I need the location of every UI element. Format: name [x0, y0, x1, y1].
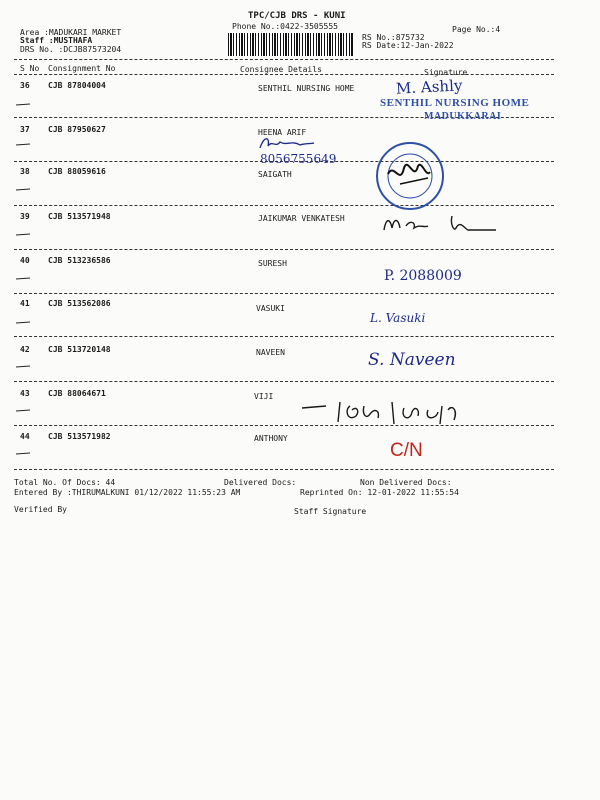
non-delivered-docs: Non Delivered Docs:	[360, 478, 452, 487]
signature-row-44: C/N	[390, 440, 423, 461]
rs-date: RS Date:12-Jan-2022	[362, 41, 454, 50]
signature-row-37-phone: 8056755649	[260, 152, 337, 166]
row-tick	[16, 366, 30, 368]
row-consignment: CJB 513720148	[48, 345, 111, 354]
row-consignment: CJB 88059616	[48, 167, 106, 176]
signature-row-37-scribble	[256, 134, 316, 154]
entered-by: Entered By :THIRUMALKUNI 01/12/2022 11:55:23 AM	[14, 488, 241, 497]
signature-row-43	[300, 396, 470, 430]
row-divider	[14, 205, 554, 206]
row-tick	[16, 189, 30, 191]
row-consignee: JAIKUMAR VENKATESH	[258, 214, 345, 223]
row-sno: 41	[20, 299, 30, 308]
col-sno: S No	[20, 64, 40, 73]
phone-number: Phone No.:0422-3505555	[232, 22, 338, 31]
row-divider	[14, 469, 554, 470]
row-tick	[16, 322, 30, 324]
row-sno: 36	[20, 81, 30, 90]
row-tick	[16, 278, 30, 280]
row-consignee: SENTHIL NURSING HOME	[258, 84, 355, 93]
drs-number: DRS No. :DCJB87573204	[20, 45, 122, 54]
reprinted-on: Reprinted On: 12-01-2022 11:55:54	[300, 488, 459, 497]
row-tick	[16, 104, 30, 106]
header-divider-bottom	[14, 74, 554, 75]
row-tick	[16, 234, 30, 236]
col-consignee: Consignee Details	[240, 65, 322, 74]
signature-row-42: S. Naveen	[368, 350, 456, 370]
row-consignee: SAIGATH	[258, 170, 292, 179]
row-divider	[14, 336, 554, 337]
staff-label: Staff :MUSTHAFA	[20, 36, 93, 45]
row-sno: 42	[20, 345, 30, 354]
barcode	[228, 33, 354, 56]
row-sno: 43	[20, 389, 30, 398]
row-sno: 44	[20, 432, 30, 441]
row-consignment: CJB 513562086	[48, 299, 111, 308]
row-sno: 39	[20, 212, 30, 221]
col-signature: Signature	[424, 68, 468, 77]
row-sno: 37	[20, 125, 30, 134]
delivered-docs: Delivered Docs:	[224, 478, 297, 487]
signature-row-36: M. Ashly	[395, 76, 463, 98]
signature-row-40: P. 2088009	[384, 268, 462, 284]
header-divider-top	[14, 59, 554, 60]
page-number: Page No.:4	[452, 25, 501, 34]
row-consignment: CJB 88064671	[48, 389, 106, 398]
signature-row-39	[380, 210, 500, 238]
staff-signature: Staff Signature	[294, 507, 367, 516]
document-title: TPC/CJB DRS - KUNI	[248, 11, 346, 21]
row-tick	[16, 144, 30, 146]
total-docs: Total No. Of Docs: 44	[14, 478, 116, 487]
row-consignee: NAVEEN	[256, 348, 285, 357]
row-consignee: SURESH	[258, 259, 287, 268]
row-consignment: CJB 513236586	[48, 256, 111, 265]
row-tick	[16, 453, 30, 455]
round-seal-stamp	[370, 138, 450, 216]
col-consignment: Consignment No	[48, 64, 116, 73]
signature-row-41: L. Vasuki	[370, 311, 426, 325]
row-divider	[14, 425, 554, 426]
row-consignment: CJB 87950627	[48, 125, 106, 134]
row-sno: 38	[20, 167, 30, 176]
stamp-location: MADUKKARAI	[424, 111, 502, 122]
row-consignee: ANTHONY	[254, 434, 288, 443]
row-tick	[16, 410, 30, 412]
row-consignee: VIJI	[254, 392, 274, 401]
row-divider	[14, 293, 554, 294]
row-divider	[14, 381, 554, 382]
row-consignee: VASUKI	[256, 304, 285, 313]
row-sno: 40	[20, 256, 30, 265]
rs-number: RS No.:875732	[362, 33, 425, 42]
row-divider	[14, 249, 554, 250]
area-label: Area :MADUKARI MARKET	[20, 28, 122, 37]
verified-by: Verified By	[14, 505, 67, 514]
row-consignment: CJB 513571948	[48, 212, 111, 221]
row-consignee: HEENA ARIF	[258, 128, 307, 137]
stamp-nursing-home: SENTHIL NURSING HOME	[380, 97, 530, 109]
row-consignment: CJB 513571982	[48, 432, 111, 441]
row-consignment: CJB 87804004	[48, 81, 106, 90]
